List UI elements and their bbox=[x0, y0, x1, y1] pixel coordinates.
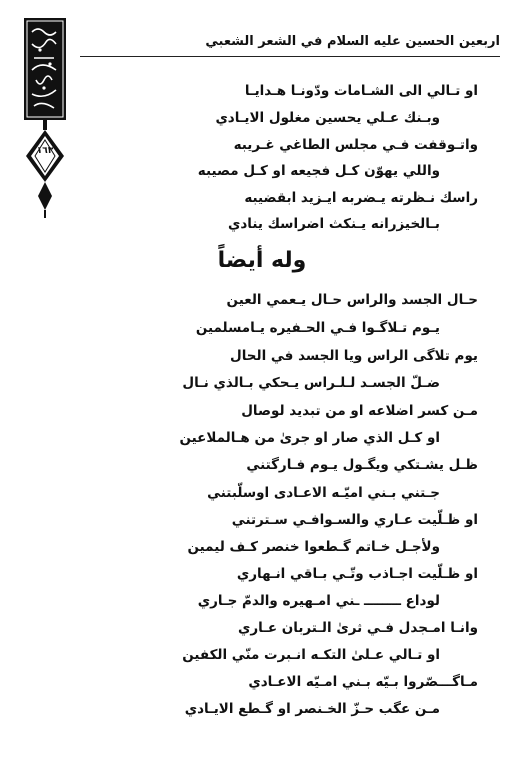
verse-line: او تـالي عـلىٰ التكـه انـبرت منّي الكفين bbox=[182, 647, 440, 663]
verse-line: مـاگـــصّروا بـيّه بـني امـيّه الاعـادي bbox=[248, 674, 478, 690]
verse-line: راسك نـظرته يـضربه ايـزيد ابقضيبه bbox=[244, 190, 478, 206]
section-title: وله أيضاً bbox=[217, 248, 307, 273]
verse-line: ظـل يشـتكي ويگـول يـوم فـارگتني bbox=[246, 457, 478, 473]
verse-line: حـال الجسد والراس حـال يـعمي العين bbox=[226, 292, 478, 308]
verse-line: مـن عگب حـزّ الخـنصر او گـطع الايـادي bbox=[184, 701, 440, 717]
verse-line: او تـالي الى الشـامات ودّونـا هـدايـا bbox=[244, 83, 478, 99]
verse-line: واتـوقفت فـي مجلس الطاغي غـريبه bbox=[233, 137, 478, 153]
verse-line: واللي يهوّن كـل فجيعه او كـل مصيبه bbox=[197, 163, 440, 179]
verse-line: يوم تلاگى الراس ويا الجسد في الحال bbox=[229, 348, 478, 364]
verse-line: بـالخيزرانه يـنكث اضراسك ينادي bbox=[227, 216, 440, 232]
page-number: ١٦٣ bbox=[36, 146, 54, 156]
verse-line: لوداع ــــــــ ـني امـهيره والدمّ جـاري bbox=[197, 593, 440, 609]
verse-line: جـتني بـني اميّـه الاعـادى اوسلّبتني bbox=[207, 485, 440, 501]
verse-line: مـن كسر اضلاعه او من تبديد لوصال bbox=[241, 403, 478, 419]
header-title: اربعين الحسين عليه السلام في الشعر الشعبي bbox=[205, 34, 500, 49]
verse-line: او ظـلّيت عـاري والسـوافـي سـترتني bbox=[231, 512, 478, 528]
verse-line: او ظـلّيت اجـاذب وتّـي بـاقي انـهاري bbox=[236, 566, 478, 582]
verse-line: ضـلّ الجسـد لـلـراس يـحكي بـالذي نـال bbox=[182, 375, 440, 391]
verse-line: ولأجـل خـاتم گـطعوا خنصر كـف ليمين bbox=[187, 539, 440, 555]
verse-line: وبـنك عـلي يحسين مغلول الايـادي bbox=[215, 110, 440, 126]
verse-line: يـوم تـلاگـوا فـي الحـفيره يـامسلمين bbox=[195, 320, 440, 336]
verse-line: او كـل الذي صار او جرىٰ من هـالملاعين bbox=[179, 430, 440, 446]
verse-line: وانـا امـجدل فـي ثرىٰ الـتربان عـاري bbox=[238, 620, 478, 636]
